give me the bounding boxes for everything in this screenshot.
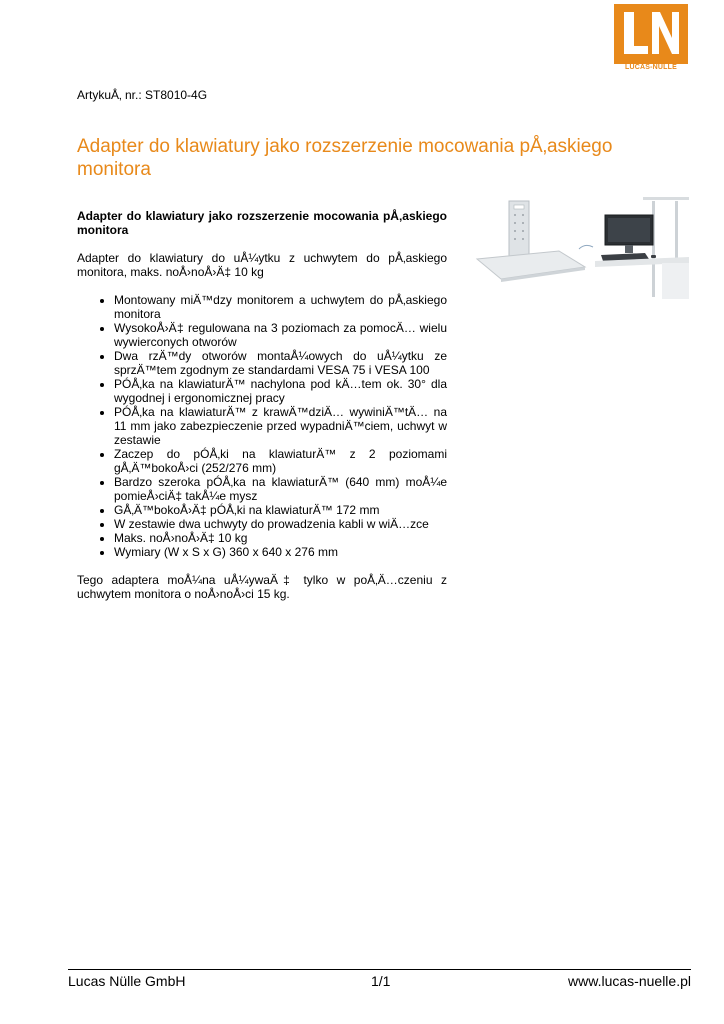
feature-item: • Montowany miÄ™dzy monitorem a uchwytem do pÅ‚askiego monitora	[114, 293, 447, 321]
intro-paragraph: Adapter do klawiatury do uÅ¼ytku z uchwytem do pÅ‚askiego monitora, maks. noÅ›noÅ›Ä‡ 10 kg	[77, 251, 447, 279]
product-subtitle: Adapter do klawiatury jako rozszerzenie mocowania pÅ‚askiego monitora	[77, 209, 447, 237]
feature-item: • PÓÅ‚ka na klawiaturÄ™ z krawÄ™dziÄ… wywiniÄ™tÄ… na 11 mm jako zabezpieczenie przed wypadniÄ™ciem, uchwyt w zestawie	[114, 405, 447, 447]
product-image	[467, 197, 689, 299]
feature-item: • W zestawie dwa uchwyty do prowadzenia kabli w wiÄ…zce	[114, 517, 447, 531]
feature-item: • PÓÅ‚ka na klawiaturÄ™ nachylona pod kÄ…tem ok. 30° dla wygodnej i ergonomicznej pracy	[114, 377, 447, 405]
article-number: ArtykuÅ‚ nr.: ST8010-4G	[77, 88, 208, 102]
feature-item: • Wymiary (W x S x G) 360 x 640 x 276 mm	[114, 545, 447, 559]
feature-item: • Dwa rzÄ™dy otworów montaÅ¼owych do uÅ¼ytku ze sprzÄ™tem zgodnym ze standardami VESA 75 i VESA 100	[114, 349, 447, 377]
page-title: Adapter do klawiatury jako rozszerzenie mocowania pÅ‚askiego monitora	[77, 136, 613, 180]
note-paragraph: Tego adaptera moÅ¼na uÅ¼ywaÄ‡ tylko w poÅ‚Ä…czeniu z uchwytem monitora o noÅ›noÅ›ci 15 kg.	[77, 573, 447, 601]
feature-list	[77, 293, 447, 559]
footer-website: www.lucas-nuelle.pl	[568, 973, 691, 989]
feature-item: • GÅ‚Ä™bokoÅ›Ä‡ pÓÅ‚ki na klawiaturÄ™ 172 mm	[114, 503, 447, 517]
main-content	[77, 209, 447, 615]
logo-text: LUCAS-NÜLLE	[625, 64, 677, 71]
footer-divider	[68, 969, 691, 970]
feature-item: • Bardzo szeroka pÓÅ‚ka na klawiaturÄ™ (640 mm) moÅ¼e pomieÅ›ciÄ‡ takÅ¼e mysz	[114, 475, 447, 503]
footer-company: Lucas Nülle GmbH	[68, 973, 186, 989]
feature-item: • Maks. noÅ›noÅ›Ä‡ 10 kg	[114, 531, 447, 545]
feature-item: • Zaczep do pÓÅ‚ki na klawiaturÄ™ z 2 poziomami gÅ‚Ä™bokoÅ›ci (252/276 mm)	[114, 447, 447, 475]
footer-page-number: 1/1	[371, 973, 391, 989]
feature-item: • WysokoÅ›Ä‡ regulowana na 3 poziomach za pomocÄ… wielu wywierconych otworów	[114, 321, 447, 349]
